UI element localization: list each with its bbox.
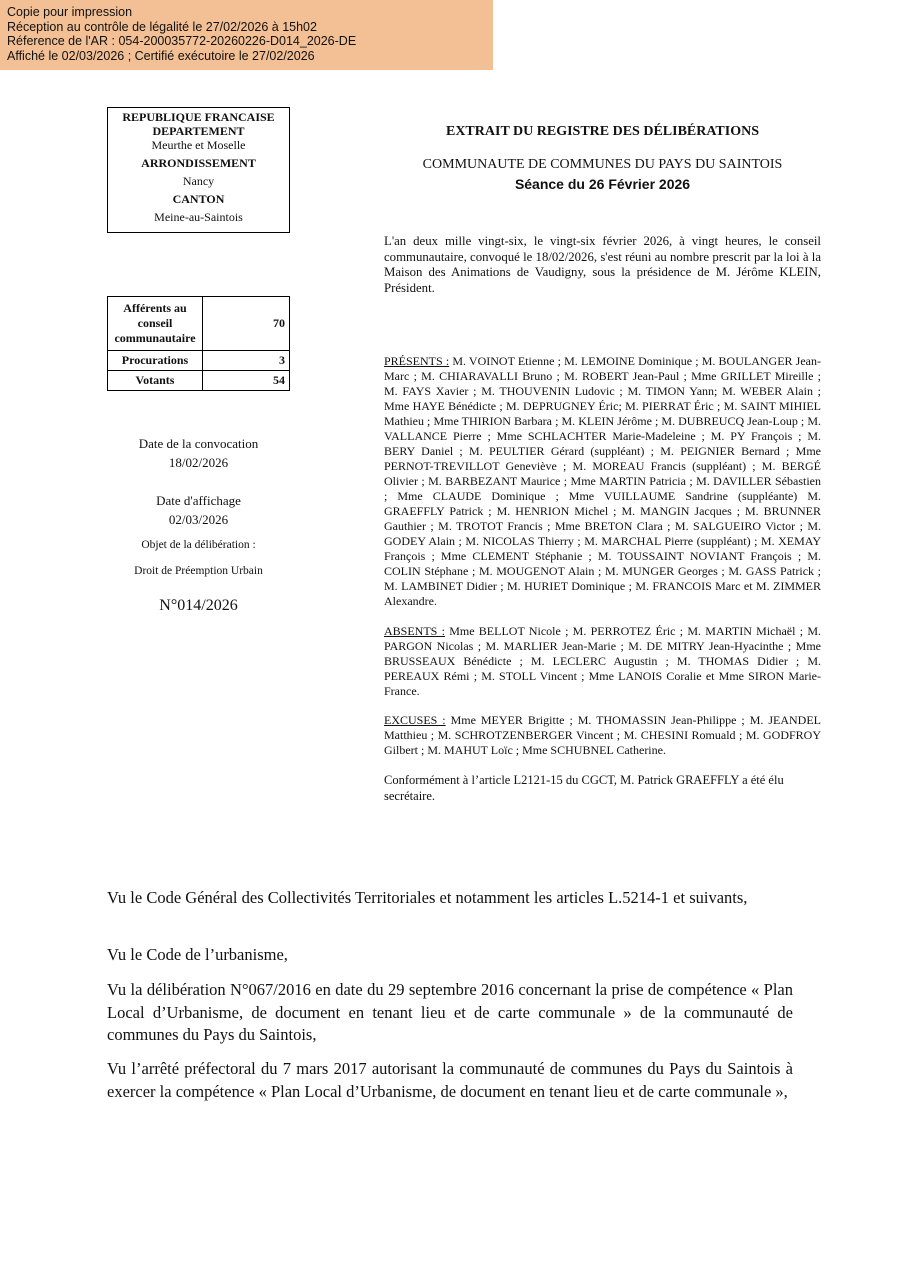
absents-list: Mme BELLOT Nicole ; M. PERROTEZ Éric ; M. MARTIN Michaël ; M. PARGON Nicolas ; M. MARLIER Jean-Marie ; M. DE MITRY Jean-Hyacinthe ; Mme BRUSSEAUX Bénédicte ; M. LECLERC Augustin ; M. THOMAS Didier ; M. PEREAUX Rémi ; M. STOLL Vincent ; Mme LANOIS Coralie et Mme SIRON Marie-France. xyxy=(384,624,821,698)
departement-label: DEPARTEMENT xyxy=(152,124,245,138)
presents-list: M. VOINOT Etienne ; M. LEMOINE Dominique ; M. BOULANGER Jean-Marc ; M. CHIARAVALLI Bruno ; M. ROBERT Jean-Paul ; Mme GRILLET Mireille ; M. FAYS Xavier ; M. THOUVENIN Ludovic ; M. TIMON Yann; M. WEBER Alain ; Mme HAYE Bénédicte ; M. DEPRUGNEY Éric; M. PIERRAT Éric ; M. SAINT MIHIEL Mathieu ; Mme THIRION Barbara ; M. KLEIN Jérôme ; M. DUBREUCQ Jean-Loup ; M. VALLANCE Pierre ; Mme SCHLACHTER Marie-Madeleine ; M. PY François ; M. BERY Daniel ; M. PEULTIER Gérard (suppléant) ; M. PEIGNIER Bernard ; Mme PERNOT-TREVILLOT Geneviève ; M. MOREAU Francis (suppléant) ; M. BERGÉ Olivier ; M. BARBEZANT Maurice ; Mme MARTIN Patricia ; M. DAVILLER Sébastien ; Mme CLAUDE Dominique ; Mme VUILLAUME Sandrine (suppléante) M. GRAEFFLY Patrick ; M. HENRION Michel ; M. MANGIN Jacques ; M. BRUNNER Gauthier ; M. TROTOT Francis ; Mme BRETON Clara ; M. SALGUEIRO Victor ; M. GODEY Alain ; M. NICOLAS Thierry ; M. MARCHAL Pierre (suppléant) ; M. XEMAY François ; Mme CLEMENT Stéphanie ; M. TOUSSAINT NOVIANT François ; M. COLIN Stéphane ; M. MOUGENOT Alain ; M. MUNGER Georges ; M. GASS Patrick ; M. LAMBINET Didier ; M. HURIET Dominique ; M. FRANCOIS Marc et M. ZIMMER Alexandre. xyxy=(384,354,822,608)
stamp-line: Copie pour impression xyxy=(7,5,133,19)
afferents-value: 70 xyxy=(203,297,290,351)
body-paragraph-4: Vu l’arrêté préfectoral du 7 mars 2017 autorisant la communauté de communes du Pays du Saintois à exercer la compétence « Plan Local d’Urbanisme, de document en tenant lieu et de carte communale », xyxy=(107,1059,793,1101)
seance-date: Séance du 26 Février 2026 xyxy=(514,176,691,192)
counts-table xyxy=(107,296,290,391)
communaute-name: COMMUNAUTE DE COMMUNES DU PAYS DU SAINTOIS xyxy=(422,157,783,172)
votants-label: Votants xyxy=(108,371,203,391)
excuses-label: EXCUSES : xyxy=(384,713,446,727)
departement-value: Meurthe et Moselle xyxy=(151,138,246,152)
republique-label: REPUBLIQUE FRANCAISE xyxy=(122,110,275,124)
afferents-label: Afférents au conseil communautaire xyxy=(108,297,203,351)
affichage-date: 02/03/2026 xyxy=(168,512,229,527)
secretaire-paragraph: Conformément à l’article L2121-15 du CGCT, M. Patrick GRAEFFLY a été élu secrétaire. xyxy=(384,773,784,803)
absents-label: ABSENTS : xyxy=(384,624,445,638)
excuses-paragraph xyxy=(384,713,821,758)
objet-label: Objet de la délibération : xyxy=(141,539,256,551)
procurations-label: Procurations xyxy=(108,351,203,371)
objet-value: Droit de Préemption Urbain xyxy=(134,565,263,577)
excuses-list: Mme MEYER Brigitte ; M. THOMASSIN Jean-Philippe ; M. JEANDEL Matthieu ; M. SCHROTZENBERGER Vincent ; M. CHESINI Romuald ; M. GODFROY Gilbert ; M. MAHUT Loïc ; Mme SCHUBNEL Catherine. xyxy=(384,713,821,757)
administrative-box xyxy=(107,107,290,233)
procurations-value: 3 xyxy=(203,351,290,371)
absents-paragraph xyxy=(384,624,821,699)
presents-paragraph xyxy=(384,354,821,609)
canton-label: CANTON xyxy=(172,192,225,206)
stamp-line: Réference de l'AR : 054-200035772-20260226-D014_2026-DE xyxy=(7,34,357,48)
convocation-date: 18/02/2026 xyxy=(168,455,229,470)
deliberation-number: N°014/2026 xyxy=(159,597,238,614)
stamp-line: Affiché le 02/03/2026 ; Certifié exécutoire le 27/02/2026 xyxy=(7,48,315,63)
body-paragraph-3: Vu la délibération N°067/2016 en date du 29 septembre 2016 concernant la prise de compétence « Plan Local d’Urbanisme, de document en tenant lieu et de carte communale » de la communauté de communes du Pays du Saintois, xyxy=(107,980,793,1044)
stamp-line: Réception au contrôle de légalité le 27/02/2026 à 15h02 xyxy=(7,19,317,34)
presents-label: PRÉSENTS : xyxy=(384,354,450,368)
arrondissement-label: ARRONDISSEMENT xyxy=(141,156,256,170)
affichage-label: Date d'affichage xyxy=(156,493,241,508)
body-paragraph-1: Vu le Code Général des Collectivités Territoriales et notamment les articles L.5214-1 et suivants, xyxy=(107,888,748,907)
body-paragraph-2: Vu le Code de l’urbanisme, xyxy=(107,945,288,964)
convocation-label: Date de la convocation xyxy=(138,436,259,451)
register-title: EXTRAIT DU REGISTRE DES DÉLIBÉRATIONS xyxy=(445,124,760,139)
table-row xyxy=(108,371,290,391)
table-row xyxy=(108,351,290,371)
table-row xyxy=(108,297,290,351)
canton-value: Meine-au-Saintois xyxy=(154,210,243,224)
arrondissement-value: Nancy xyxy=(182,174,215,188)
intro-paragraph: L'an deux mille vingt-six, le vingt-six février 2026, à vingt heures, le conseil communautaire, convoqué le 18/02/2026, s'est réuni au nombre prescrit par la loi à la Maison des Animations de Vaudigny, sous la présidence de M. Jérôme KLEIN, Président. xyxy=(384,234,821,295)
votants-value: 54 xyxy=(203,371,290,391)
legality-stamp xyxy=(0,0,493,70)
